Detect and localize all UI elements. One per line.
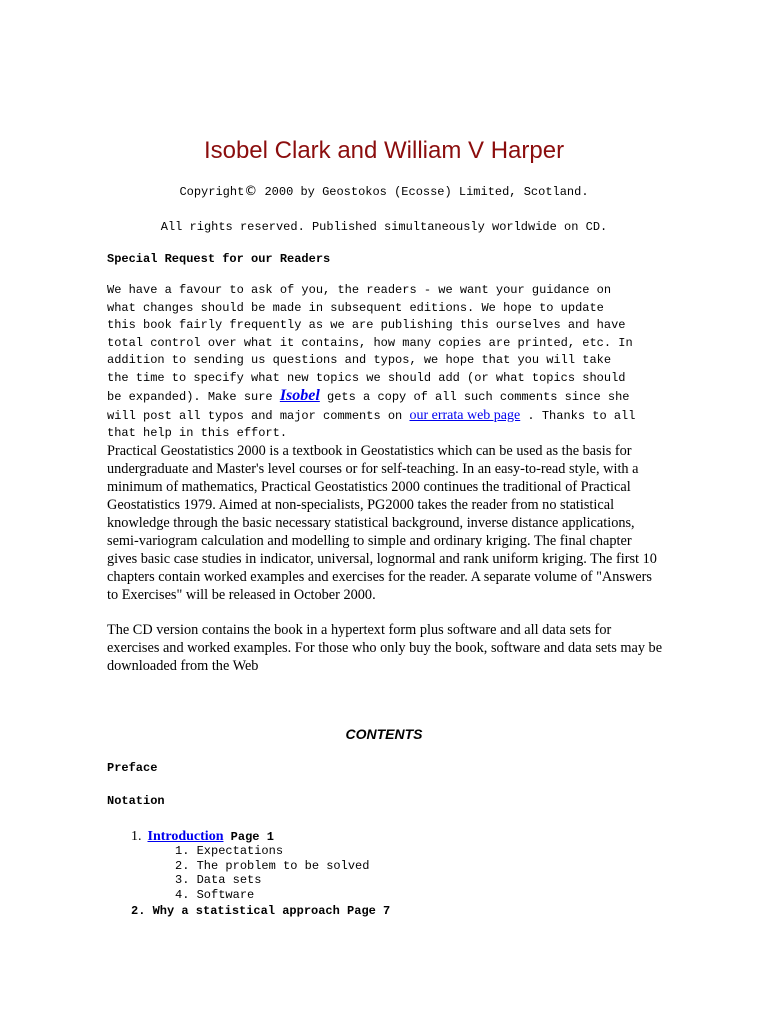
section-label: Expectations: [196, 844, 284, 858]
page-title: Isobel Clark and William V Harper: [203, 137, 565, 164]
copyright-line: [0, 183, 768, 201]
chapter-1-number: 1.: [131, 829, 142, 844]
copyright-symbol: ©: [244, 184, 258, 199]
special-request-text-part-3: . Thanks to all that help in this effort.: [107, 408, 636, 440]
special-request-heading: Special Request for our Readers: [107, 252, 331, 266]
toc-preface: Preface: [107, 761, 158, 775]
chapter-1-sections: [175, 844, 369, 903]
introduction-link[interactable]: Introduction: [147, 829, 224, 844]
contents-heading: CONTENTS: [345, 726, 423, 742]
section-number: 2.: [175, 858, 190, 873]
list-item: [175, 888, 369, 903]
section-label: The problem to be solved: [196, 858, 370, 873]
special-request-text: [107, 282, 667, 443]
section-number: 3.: [175, 873, 190, 888]
special-request-text-part-1: We have a favour to ask of you, the readers - we want your guidance on what changes should be made in subsequent editions. We hope to update this book fairly frequently as we are publishing this ourselves and have total control over what it contains, how many copies are printed, etc. In addition to sending us questions and typos, we hope that you will take the time to specify what new topics we should add (or what topics should be expanded). Make sure: [107, 283, 633, 404]
toc-notation: Notation: [107, 794, 165, 808]
toc-chapter-2: 2. Why a statistical approach Page 7: [131, 904, 391, 918]
description-paragraph: Practical Geostatistics 2000 is a textbook in Geostatistics which can be used as the basis for undergraduate and Master's level courses or for self-teaching. In an easy-to-read style, with a minimum of mathematics, Practical Geostatistics 2000 continues the traditional of Practical Geostatistics 1979. Aimed at non-specialists, PG2000 takes the reader from no statistical knowledge through the basic necessary statistical background, inverse distance applications, semi-variogram calculation and modelling to simple and ordinary kriging. The final chapter gives basic case studies in indicator, universal, lognormal and rank uniform kriging. The first 10 chapters contain worked examples and exercises for the reader. A separate volume of "Answers to Exercises" will be released in October 2000.: [107, 443, 657, 603]
list-item: [175, 844, 369, 859]
section-number: 4.: [175, 888, 190, 903]
cd-version-paragraph: The CD version contains the book in a hypertext form plus software and all data sets for exercises and worked examples. For those who only buy the book, software and data sets may be downloaded from the Web: [107, 622, 663, 674]
section-label: Software: [196, 888, 255, 903]
rights-line: All rights reserved. Published simultaneously worldwide on CD.: [160, 220, 608, 234]
list-item: [175, 859, 369, 874]
chapter-1-page: Page 1: [223, 830, 274, 844]
errata-link[interactable]: our errata web page: [409, 407, 521, 423]
list-item: [175, 873, 369, 888]
copyright-suffix: 2000 by Geostokos (Ecosse) Limited, Scotland.: [257, 185, 589, 199]
special-request-text-part-2: gets a copy of all such comments since she will post all typos and major comments on: [107, 390, 630, 423]
section-label: Data sets: [196, 873, 262, 888]
isobel-link[interactable]: Isobel: [279, 387, 320, 404]
section-number: 1.: [175, 844, 190, 858]
copyright-prefix: Copyright: [179, 185, 245, 199]
